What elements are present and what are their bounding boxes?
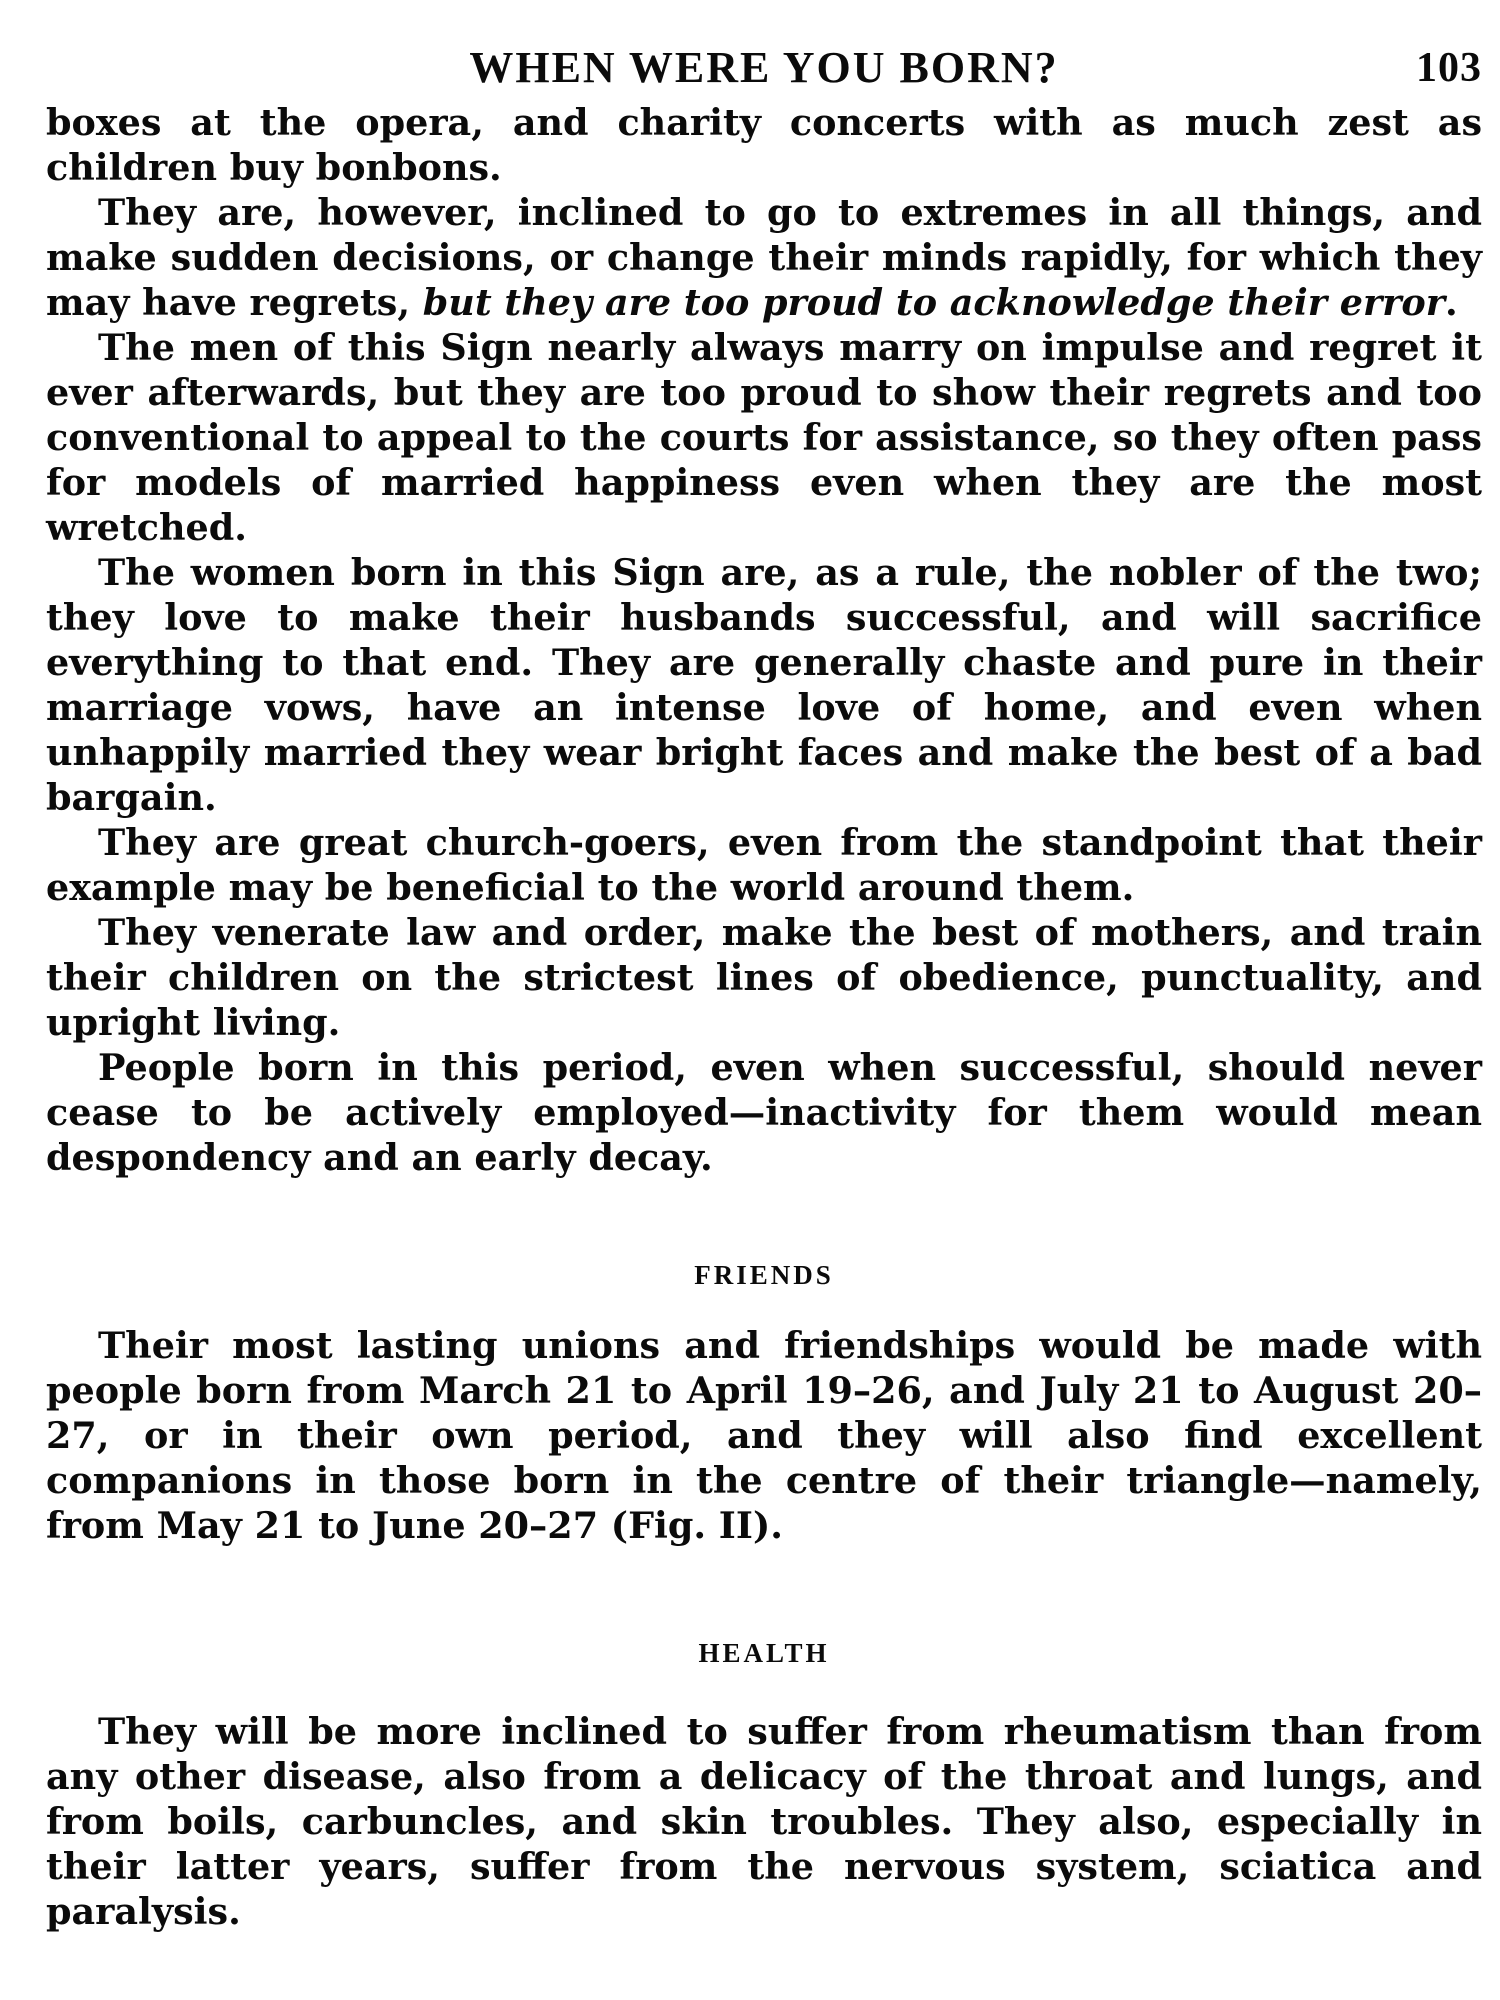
paragraph: They are great church-goers, even from the standpoint that their example may be beneficial to the world around them.: [46, 821, 1482, 909]
running-head: [46, 36, 1482, 100]
paragraph: Their most lasting unions and friendships would be made with people born from March 21 to April 19–26, and July 21 to August 20–27, or in their own period, and they will also find excellent companions in those born in the centre of their triangle—namely, from May 21 to June 20–27 (Fig. II).: [46, 1324, 1482, 1547]
main-text: [46, 100, 1482, 1180]
paragraph: People born in this period, even when successful, should never cease to be actively employed—inactivity for them would mean despondency and an early decay.: [46, 1046, 1482, 1179]
friends-section: [46, 1323, 1482, 1548]
paragraph: They venerate law and order, make the best of mothers, and train their children on the strictest lines of obedience, punctuality, and upright living.: [46, 911, 1482, 1044]
health-section: [46, 1709, 1482, 1934]
page-number: 103: [1416, 45, 1482, 91]
paragraph-end: .: [1445, 281, 1458, 324]
paragraph: [46, 190, 1482, 325]
italic-phrase: but they are too proud to acknowledge their error: [422, 281, 1445, 324]
section-heading-friends: FRIENDS: [694, 1260, 834, 1290]
paragraph: They will be more inclined to suffer from rheumatism than from any other disease, also from a delicacy of the throat and lungs, and from boils, carbuncles, and skin troubles. They also, especially in their latter years, suffer from the nervous system, sciatica and paralysis.: [46, 1710, 1482, 1933]
paragraph: The women born in this Sign are, as a rule, the nobler of the two; they love to make their husbands successful, and will sacrifice everything to that end. They are generally chaste and pure in their marriage vows, have an intense love of home, and even when unhappily married they wear bright faces and make the best of a bad bargain.: [46, 551, 1482, 819]
paragraph-text: They are, however, inclined to go to extremes in all things, and make sudden decisions, or change their minds rapidly, for which they may have regrets,: [46, 191, 1482, 324]
running-title: WHEN WERE YOU BORN?: [469, 43, 1059, 92]
paragraph: The men of this Sign nearly always marry on impulse and regret it ever afterwards, but they are too proud to show their regrets and too conventional to appeal to the courts for assistance, so they often pass for models of married happiness even when they are the most wretched.: [46, 326, 1482, 549]
paragraph: boxes at the opera, and charity concerts with as much zest as children buy bonbons.: [46, 101, 1482, 189]
section-heading-health: HEALTH: [698, 1638, 830, 1668]
